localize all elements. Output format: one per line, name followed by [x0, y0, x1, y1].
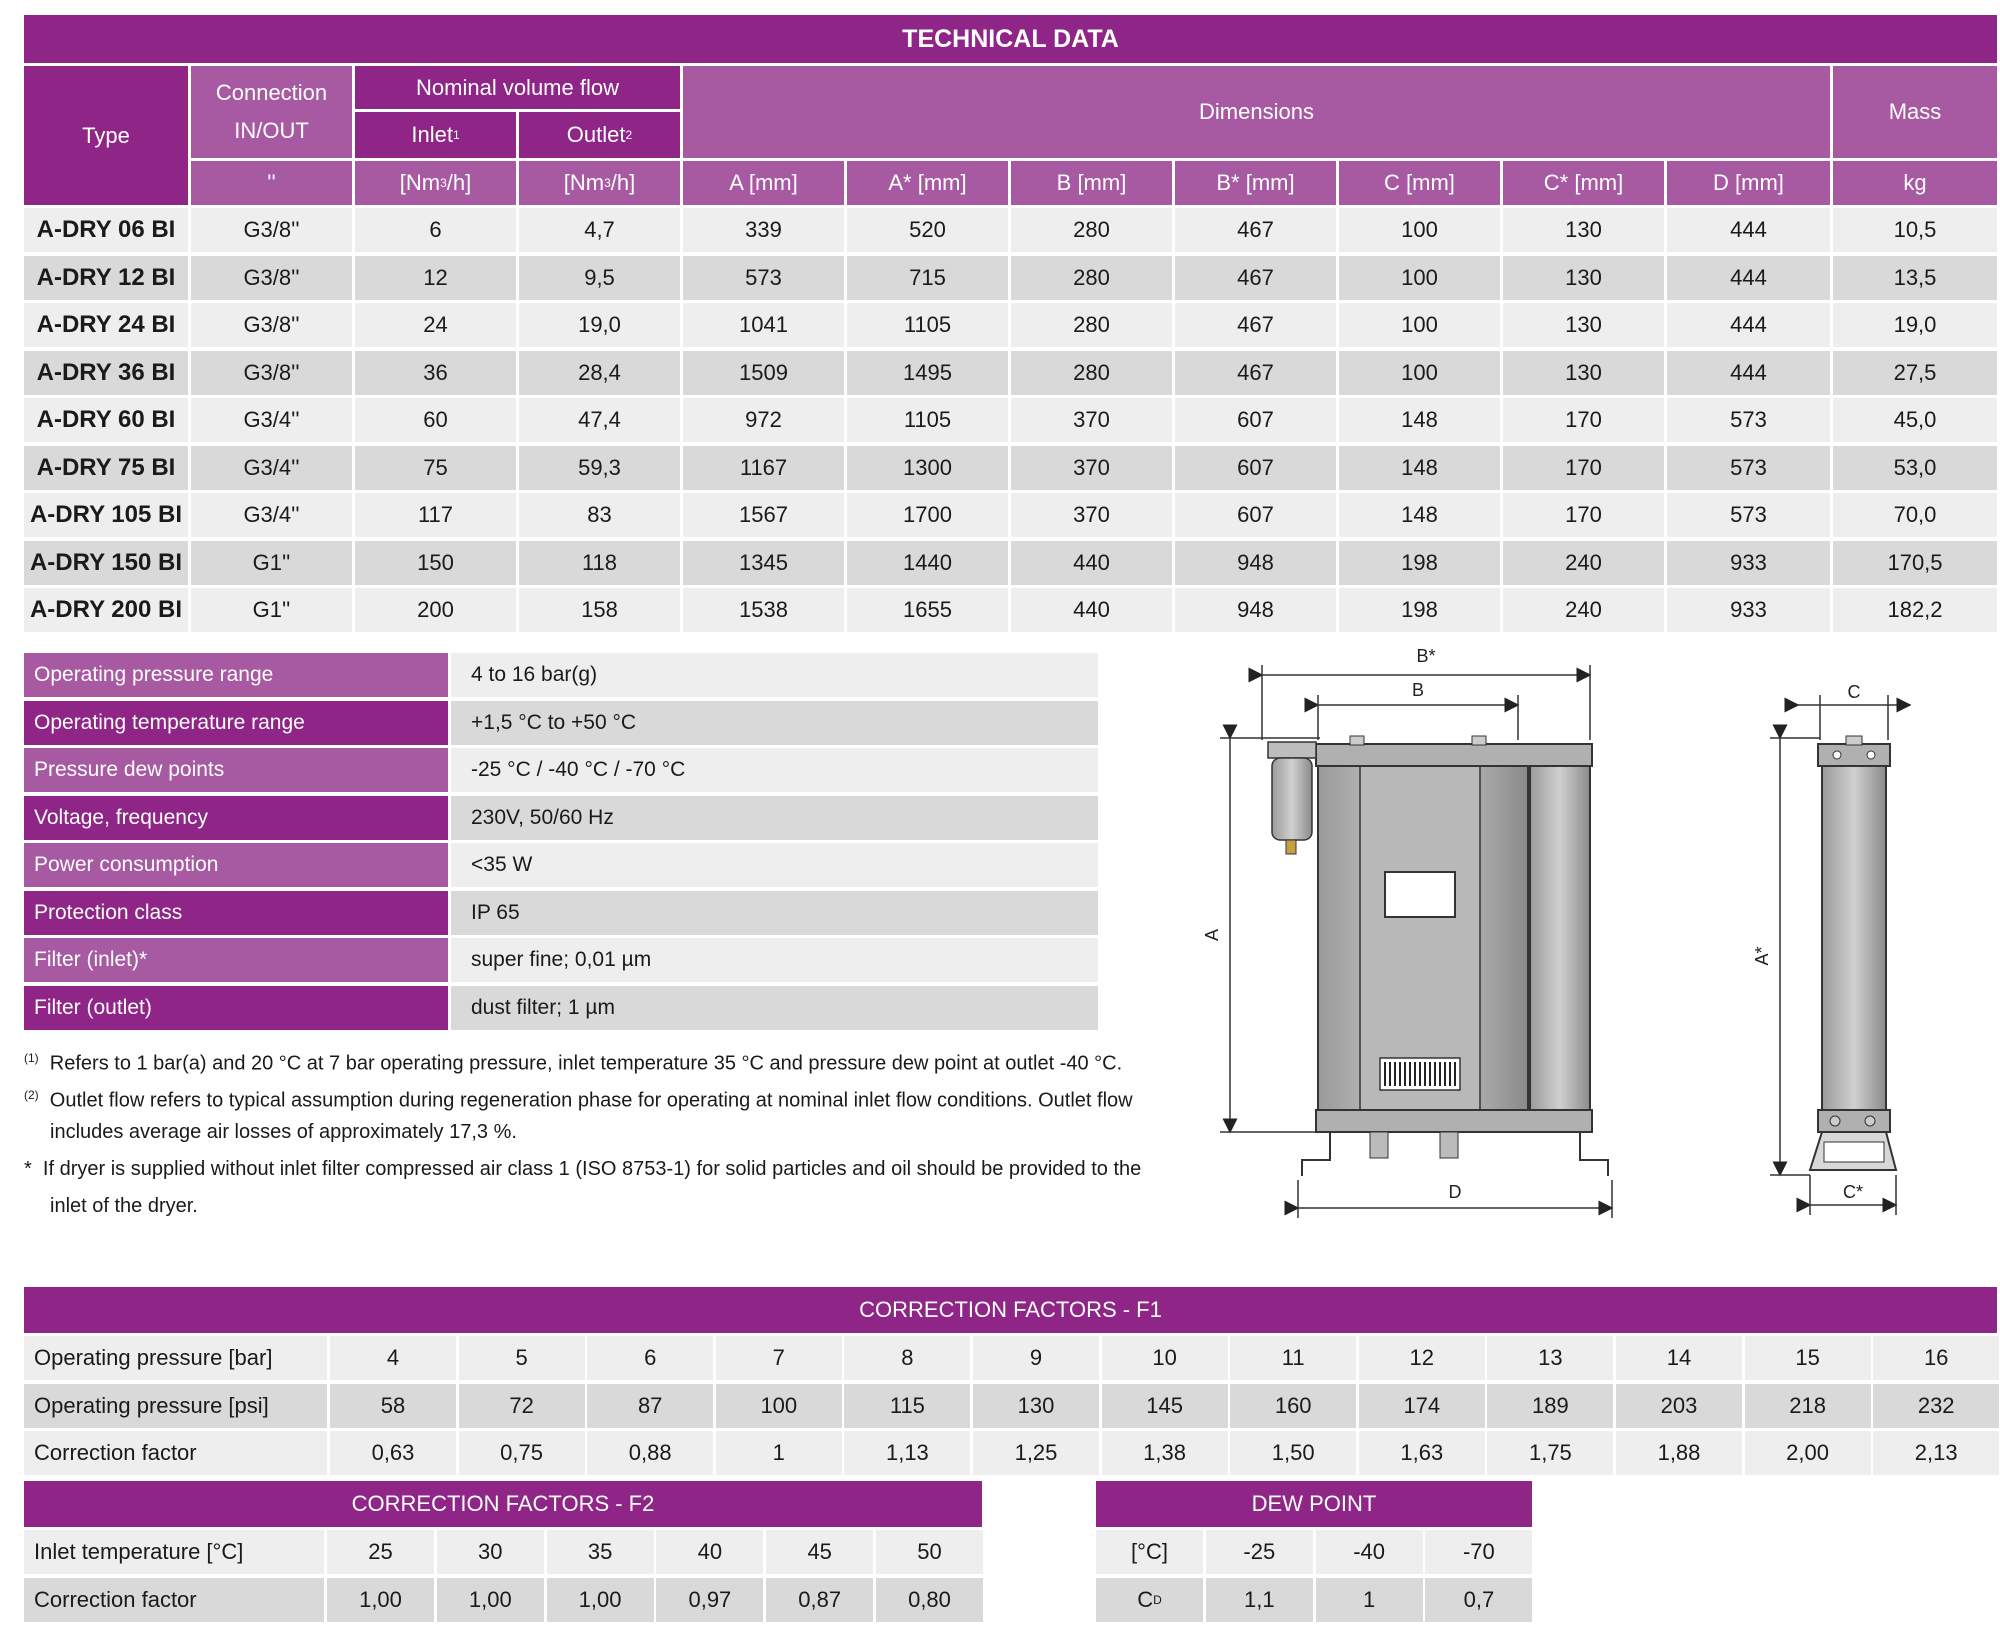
- f1-cell: 1,13: [844, 1431, 970, 1475]
- table-cell: 130: [1503, 303, 1664, 347]
- model-name: A-DRY 36 BI: [24, 351, 188, 395]
- dew-cell: -70: [1425, 1530, 1532, 1574]
- header-dim-unit: C [mm]: [1339, 161, 1500, 205]
- spec-label: Operating temperature range: [24, 701, 448, 745]
- table-cell: 573: [1667, 398, 1830, 442]
- f1-row-label: Correction factor: [24, 1431, 327, 1475]
- f1-cell: 72: [459, 1384, 585, 1428]
- cd-subscript: D: [1153, 1592, 1162, 1607]
- table-cell: 444: [1667, 303, 1830, 347]
- f1-cell: 1: [716, 1431, 842, 1475]
- header-nominal-flow: Nominal volume flow: [355, 66, 680, 109]
- table-cell: 370: [1011, 493, 1172, 537]
- header-dim-unit: A [mm]: [683, 161, 844, 205]
- label-bstar: B*: [1416, 646, 1436, 666]
- f1-cell: 0,63: [330, 1431, 456, 1475]
- spec-value: super fine; 0,01 µm: [451, 938, 1098, 982]
- f2-cell: 0,97: [656, 1578, 763, 1622]
- table-cell: 467: [1175, 351, 1336, 395]
- f1-cell: 8: [844, 1336, 970, 1380]
- table-cell: 28,4: [519, 351, 680, 395]
- table-cell: 130: [1503, 351, 1664, 395]
- spec-label: Filter (outlet): [24, 986, 448, 1030]
- f2-cell: 1,00: [547, 1578, 654, 1622]
- f1-cell: 1,88: [1616, 1431, 1742, 1475]
- f2-cell: 30: [437, 1530, 544, 1574]
- table-cell: 573: [1667, 493, 1830, 537]
- header-dimensions: Dimensions: [683, 66, 1830, 158]
- f1-cell: 145: [1102, 1384, 1228, 1428]
- table-cell: 280: [1011, 208, 1172, 252]
- header-dim-unit: B [mm]: [1011, 161, 1172, 205]
- header-inlet: [355, 112, 516, 158]
- header-dim-unit: B* [mm]: [1175, 161, 1336, 205]
- model-name: A-DRY 150 BI: [24, 541, 188, 585]
- model-name: A-DRY 24 BI: [24, 303, 188, 347]
- f1-cell: 2,00: [1745, 1431, 1871, 1475]
- table-cell: 83: [519, 493, 680, 537]
- note-3-mark: *: [24, 1158, 32, 1180]
- table-cell: 1041: [683, 303, 844, 347]
- dew-cell: 1,1: [1206, 1578, 1313, 1622]
- header-dim-unit: D [mm]: [1667, 161, 1830, 205]
- note-1-text: Refers to 1 bar(a) and 20 °C at 7 bar operating pressure, inlet temperature 35 °C and pressure dew point at outlet -40 °C.: [49, 1052, 1123, 1075]
- table-cell: 75: [355, 446, 516, 490]
- f1-cell: 203: [1616, 1384, 1742, 1428]
- f1-cell: 11: [1230, 1336, 1356, 1380]
- model-name: A-DRY 06 BI: [24, 208, 188, 252]
- table-cell: 1567: [683, 493, 844, 537]
- f1-cell: 15: [1745, 1336, 1871, 1380]
- table-cell: 240: [1503, 588, 1664, 632]
- header-inlet-label: Inlet: [411, 122, 453, 147]
- header-outlet-sup: 2: [625, 128, 633, 142]
- table-cell: 100: [1339, 351, 1500, 395]
- f1-cell: 1,25: [973, 1431, 1099, 1475]
- note-3: [24, 1151, 1141, 1188]
- table-cell: 440: [1011, 541, 1172, 585]
- table-cell: 59,3: [519, 446, 680, 490]
- table-cell: G3/8'': [191, 208, 352, 252]
- table-cell: G3/8'': [191, 256, 352, 300]
- table-cell: 130: [1503, 256, 1664, 300]
- table-cell: 45,0: [1833, 398, 1997, 442]
- note-2-line1: Outlet flow refers to typical assumption during regeneration phase for operating at nominal inlet flow conditions. Outlet flow: [49, 1089, 1133, 1112]
- model-name: A-DRY 12 BI: [24, 256, 188, 300]
- f1-cell: 2,13: [1873, 1431, 1999, 1475]
- f1-cell: 1,75: [1487, 1431, 1613, 1475]
- unit-b: /h]: [610, 170, 636, 195]
- label-b: B: [1411, 680, 1425, 700]
- table-cell: 70,0: [1833, 493, 1997, 537]
- f1-row-label: Operating pressure [psi]: [24, 1384, 327, 1428]
- table-cell: 1167: [683, 446, 844, 490]
- table-cell: G1'': [191, 541, 352, 585]
- table-cell: 9,5: [519, 256, 680, 300]
- header-type: Type: [24, 66, 188, 205]
- unit-sup: 3: [440, 176, 447, 190]
- table-cell: 467: [1175, 256, 1336, 300]
- f1-cell: 7: [716, 1336, 842, 1380]
- f1-cell: 160: [1230, 1384, 1356, 1428]
- table-cell: 27,5: [1833, 351, 1997, 395]
- f2-cell: 50: [876, 1530, 983, 1574]
- spec-label: Voltage, frequency: [24, 796, 448, 840]
- table-cell: 158: [519, 588, 680, 632]
- dew-cell: 1: [1316, 1578, 1423, 1622]
- table-cell: 1440: [847, 541, 1008, 585]
- f1-cell: 58: [330, 1384, 456, 1428]
- table-cell: 444: [1667, 208, 1830, 252]
- unit-sup: 3: [604, 176, 611, 190]
- table-cell: 170: [1503, 493, 1664, 537]
- table-cell: 47,4: [519, 398, 680, 442]
- table-cell: 715: [847, 256, 1008, 300]
- table-cell: 10,5: [1833, 208, 1997, 252]
- note-1-mark: (1): [24, 1051, 39, 1065]
- table-cell: 440: [1011, 588, 1172, 632]
- f1-cell: 87: [587, 1384, 713, 1428]
- model-name: A-DRY 200 BI: [24, 588, 188, 632]
- table-cell: 19,0: [519, 303, 680, 347]
- table-cell: 1300: [847, 446, 1008, 490]
- table-cell: 972: [683, 398, 844, 442]
- f2-cell: 1,00: [437, 1578, 544, 1622]
- label-d: D: [1448, 1182, 1462, 1202]
- dew-cell: -25: [1206, 1530, 1313, 1574]
- table-cell: 1538: [683, 588, 844, 632]
- spec-label: Protection class: [24, 891, 448, 935]
- table-cell: 170,5: [1833, 541, 1997, 585]
- table-cell: 339: [683, 208, 844, 252]
- f1-cell: 16: [1873, 1336, 1999, 1380]
- f1-cell: 14: [1616, 1336, 1742, 1380]
- table-cell: 444: [1667, 256, 1830, 300]
- note-2-mark: (2): [24, 1088, 39, 1102]
- table-cell: 280: [1011, 303, 1172, 347]
- label-astar: A*: [1752, 946, 1772, 966]
- header-connection: [191, 66, 352, 158]
- note-3-line1: If dryer is supplied without inlet filter compressed air class 1 (ISO 8753-1) for solid particles and oil should be provided to the: [42, 1158, 1142, 1180]
- f1-cell: 1,63: [1359, 1431, 1485, 1475]
- table-cell: 1105: [847, 398, 1008, 442]
- header-mass-unit: kg: [1833, 161, 1997, 205]
- table-cell: 100: [1339, 256, 1500, 300]
- note-3-cont: [50, 1188, 198, 1225]
- table-cell: G3/8'': [191, 351, 352, 395]
- f1-cell: 189: [1487, 1384, 1613, 1428]
- table-cell: G3/4'': [191, 493, 352, 537]
- table-cell: 607: [1175, 446, 1336, 490]
- header-mass: Mass: [1833, 66, 1997, 158]
- table-cell: 948: [1175, 541, 1336, 585]
- table-cell: 1655: [847, 588, 1008, 632]
- spec-value: 230V, 50/60 Hz: [451, 796, 1098, 840]
- dew-row-label: [1096, 1578, 1203, 1622]
- table-cell: G3/4'': [191, 446, 352, 490]
- spec-label: Filter (inlet)*: [24, 938, 448, 982]
- f1-cell: 12: [1359, 1336, 1485, 1380]
- f1-cell: 100: [716, 1384, 842, 1428]
- spec-label: Pressure dew points: [24, 748, 448, 792]
- f1-cell: 6: [587, 1336, 713, 1380]
- header-inlet-sup: 1: [452, 128, 460, 142]
- header-outlet-label: Outlet: [566, 122, 626, 147]
- table-cell: 150: [355, 541, 516, 585]
- table-cell: 370: [1011, 446, 1172, 490]
- spec-value: -25 °C / -40 °C / -70 °C: [451, 748, 1098, 792]
- table-cell: 370: [1011, 398, 1172, 442]
- f2-title: CORRECTION FACTORS - F2: [24, 1481, 982, 1527]
- f1-cell: 1,38: [1102, 1431, 1228, 1475]
- header-outlet: [519, 112, 680, 158]
- spec-value: +1,5 °C to +50 °C: [451, 701, 1098, 745]
- note-2-line2: includes average air losses of approximately 17,3 %.: [50, 1121, 517, 1143]
- model-name: A-DRY 60 BI: [24, 398, 188, 442]
- table-cell: 148: [1339, 493, 1500, 537]
- table-cell: 933: [1667, 541, 1830, 585]
- f2-cell: 40: [656, 1530, 763, 1574]
- note-2-cont: [50, 1114, 517, 1151]
- spec-value: <35 W: [451, 843, 1098, 887]
- note-3-line2: inlet of the dryer.: [50, 1195, 198, 1217]
- table-cell: 60: [355, 398, 516, 442]
- table-cell: 12: [355, 256, 516, 300]
- table-cell: 607: [1175, 493, 1336, 537]
- table-cell: 198: [1339, 588, 1500, 632]
- spec-value: IP 65: [451, 891, 1098, 935]
- f1-cell: 0,75: [459, 1431, 585, 1475]
- label-c: C: [1847, 682, 1861, 702]
- table-cell: 24: [355, 303, 516, 347]
- table-cell: 240: [1503, 541, 1664, 585]
- table-cell: 467: [1175, 208, 1336, 252]
- f1-cell: 9: [973, 1336, 1099, 1380]
- cd-symbol: C: [1137, 1586, 1154, 1612]
- table-cell: 1700: [847, 493, 1008, 537]
- table-cell: 1509: [683, 351, 844, 395]
- spec-value: dust filter; 1 µm: [451, 986, 1098, 1030]
- table-cell: 118: [519, 541, 680, 585]
- table-cell: 6: [355, 208, 516, 252]
- table-cell: 520: [847, 208, 1008, 252]
- header-connection-line2: IN/OUT: [234, 118, 309, 143]
- table-cell: 170: [1503, 446, 1664, 490]
- table-cell: 573: [683, 256, 844, 300]
- table-cell: 148: [1339, 398, 1500, 442]
- table-cell: 4,7: [519, 208, 680, 252]
- f2-cell: 1,00: [327, 1578, 434, 1622]
- table-cell: G1'': [191, 588, 352, 632]
- table-cell: 100: [1339, 303, 1500, 347]
- f2-cell: 0,80: [876, 1578, 983, 1622]
- f2-cell: 35: [547, 1530, 654, 1574]
- table-cell: 467: [1175, 303, 1336, 347]
- f1-cell: 10: [1102, 1336, 1228, 1380]
- table-cell: 130: [1503, 208, 1664, 252]
- dew-cell: 0,7: [1425, 1578, 1532, 1622]
- table-cell: G3/8'': [191, 303, 352, 347]
- table-cell: 573: [1667, 446, 1830, 490]
- table-cell: 933: [1667, 588, 1830, 632]
- unit-b: /h]: [446, 170, 472, 195]
- dew-cell: -40: [1316, 1530, 1423, 1574]
- table-cell: 200: [355, 588, 516, 632]
- model-name: A-DRY 105 BI: [24, 493, 188, 537]
- f1-cell: 174: [1359, 1384, 1485, 1428]
- label-cstar: C*: [1842, 1182, 1864, 1202]
- table-cell: 1345: [683, 541, 844, 585]
- dryer-drawing: [1190, 640, 2000, 1230]
- spec-label: Operating pressure range: [24, 653, 448, 697]
- header-dim-unit: C* [mm]: [1503, 161, 1664, 205]
- dew-title: DEW POINT: [1096, 1481, 1532, 1527]
- table-cell: 36: [355, 351, 516, 395]
- dew-row-label: [°C]: [1096, 1530, 1203, 1574]
- f1-cell: 13: [1487, 1336, 1613, 1380]
- f2-cell: 25: [327, 1530, 434, 1574]
- model-name: A-DRY 75 BI: [24, 446, 188, 490]
- unit-a: [Nm: [563, 170, 605, 195]
- header-dim-unit: A* [mm]: [847, 161, 1008, 205]
- table-cell: 53,0: [1833, 446, 1997, 490]
- unit-a: [Nm: [399, 170, 441, 195]
- header-outlet-unit: [519, 161, 680, 205]
- table-cell: 19,0: [1833, 303, 1997, 347]
- table-cell: 1105: [847, 303, 1008, 347]
- f1-cell: 4: [330, 1336, 456, 1380]
- f1-cell: 130: [973, 1384, 1099, 1428]
- table-cell: 280: [1011, 256, 1172, 300]
- f1-row-label: Operating pressure [bar]: [24, 1336, 327, 1380]
- table-cell: 170: [1503, 398, 1664, 442]
- header-connection-unit: '': [191, 161, 352, 205]
- table-cell: 198: [1339, 541, 1500, 585]
- table-cell: G3/4'': [191, 398, 352, 442]
- table-cell: 13,5: [1833, 256, 1997, 300]
- spec-label: Power consumption: [24, 843, 448, 887]
- table-cell: 1495: [847, 351, 1008, 395]
- label-a: A: [1202, 928, 1222, 942]
- table-cell: 100: [1339, 208, 1500, 252]
- technical-data-title: TECHNICAL DATA: [24, 15, 1997, 63]
- f2-cell: 0,87: [766, 1578, 873, 1622]
- f1-cell: 115: [844, 1384, 970, 1428]
- table-cell: 117: [355, 493, 516, 537]
- f1-cell: 5: [459, 1336, 585, 1380]
- f1-cell: 232: [1873, 1384, 1999, 1428]
- header-inlet-unit: [355, 161, 516, 205]
- table-cell: 607: [1175, 398, 1336, 442]
- header-connection-line1: Connection: [215, 80, 328, 105]
- f1-title: CORRECTION FACTORS - F1: [24, 1287, 1997, 1333]
- table-cell: 948: [1175, 588, 1336, 632]
- f1-cell: 1,50: [1230, 1431, 1356, 1475]
- f2-row-label: Correction factor: [24, 1578, 324, 1622]
- f1-cell: 0,88: [587, 1431, 713, 1475]
- f2-row-label: Inlet temperature [°C]: [24, 1530, 324, 1574]
- table-cell: 280: [1011, 351, 1172, 395]
- table-cell: 182,2: [1833, 588, 1997, 632]
- spec-value: 4 to 16 bar(g): [451, 653, 1098, 697]
- table-cell: 444: [1667, 351, 1830, 395]
- f1-cell: 218: [1745, 1384, 1871, 1428]
- table-cell: 148: [1339, 446, 1500, 490]
- f2-cell: 45: [766, 1530, 873, 1574]
